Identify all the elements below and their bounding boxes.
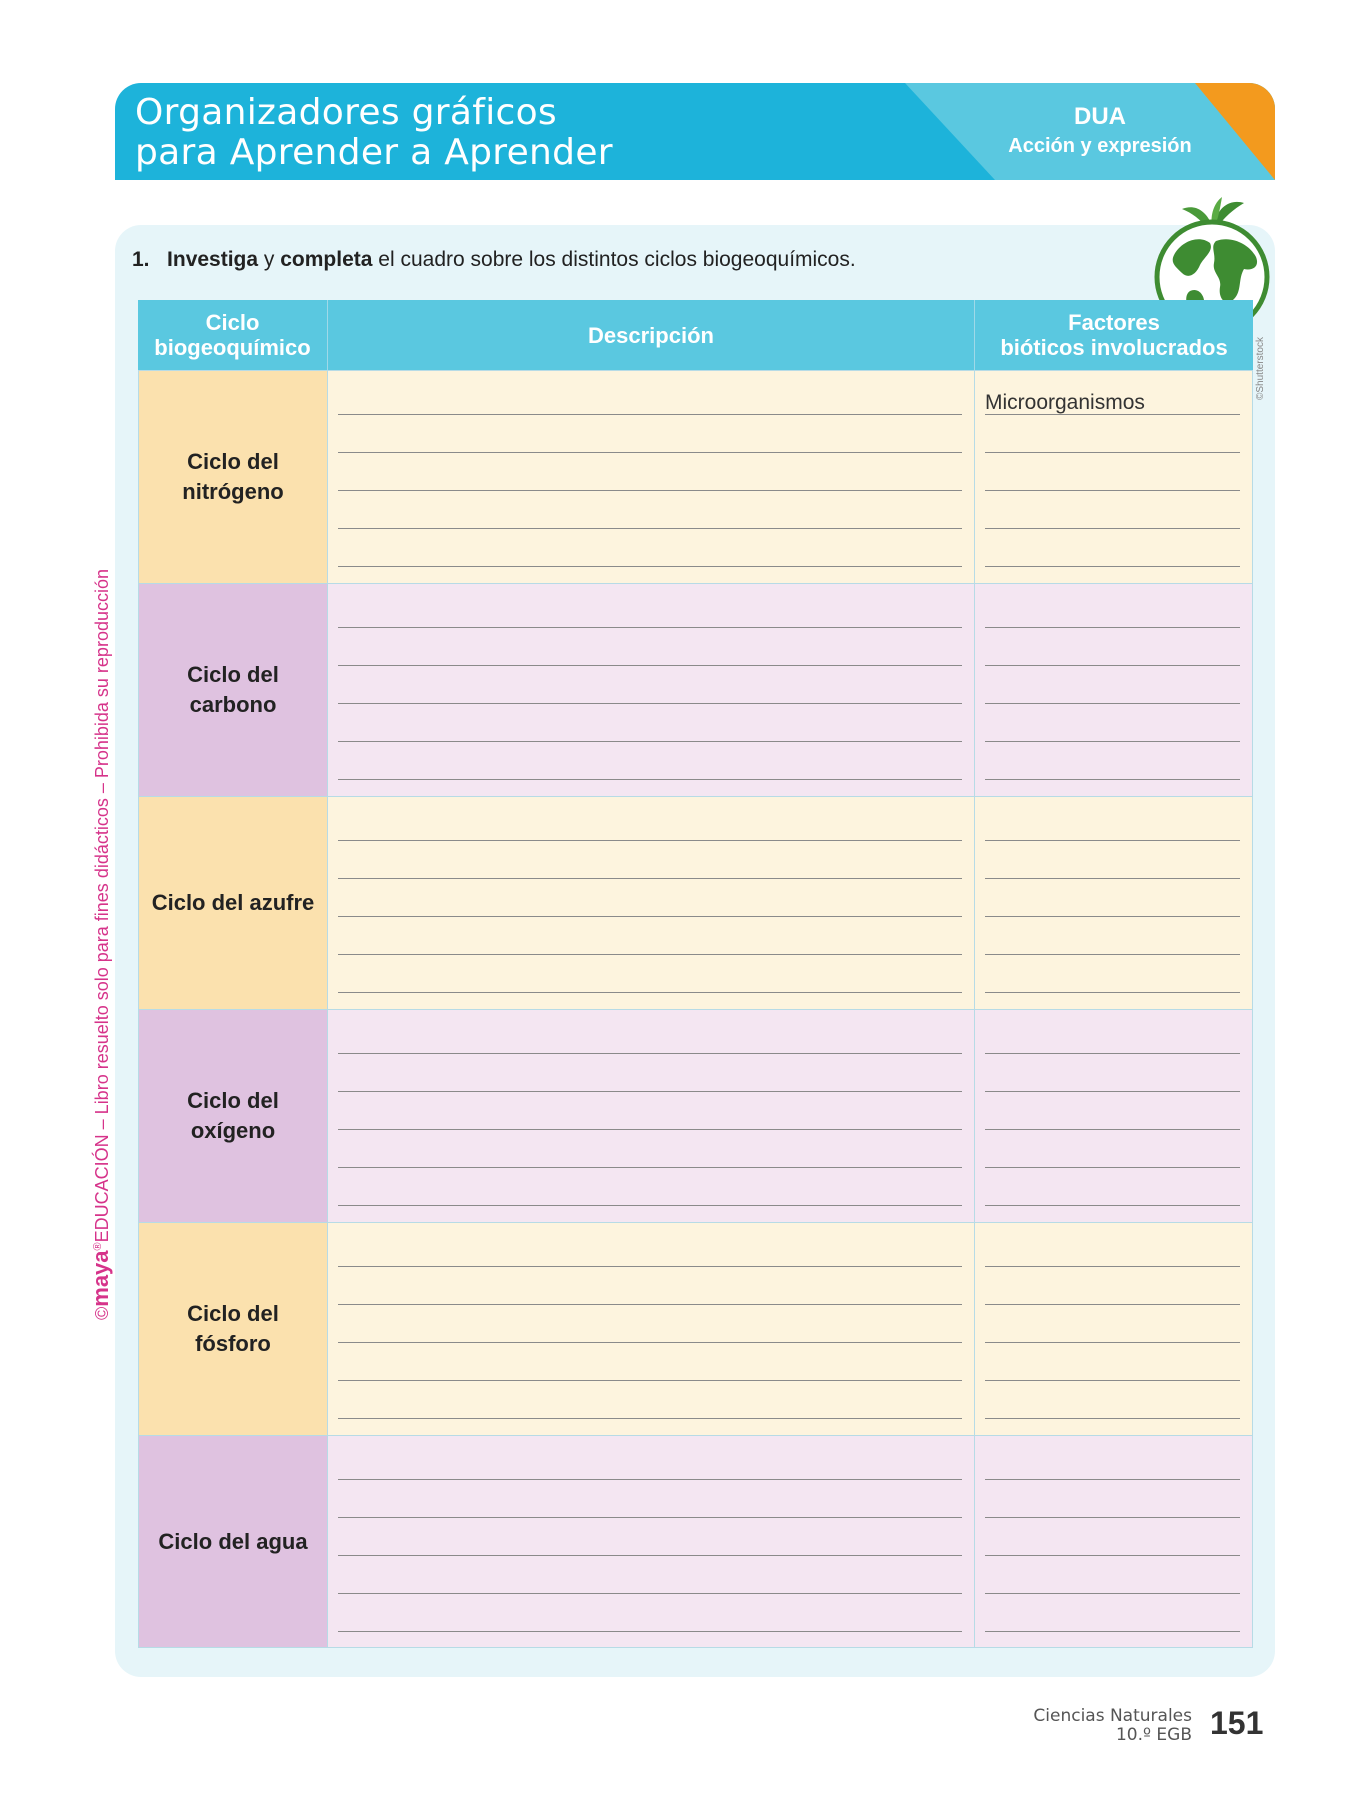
biotic-answer-area[interactable] <box>975 1223 1253 1435</box>
copyright-side-note <box>88 569 114 1320</box>
description-answer-area[interactable] <box>328 371 975 583</box>
header-biotic-factors: Factores bióticos involucrados <box>975 300 1253 370</box>
instruction-text <box>132 248 856 272</box>
instruction-verb-investiga: Investiga <box>167 248 259 271</box>
cycle-name: Ciclo del carbono <box>138 584 328 796</box>
registered-mark: ® <box>92 1242 104 1251</box>
description-answer-area[interactable] <box>328 584 975 796</box>
table-header <box>138 300 1253 370</box>
description-answer-area[interactable] <box>328 1223 975 1435</box>
biotic-answer-area[interactable] <box>975 1436 1253 1647</box>
instruction-verb-completa: completa <box>280 248 373 271</box>
biotic-answer-area[interactable] <box>975 1010 1253 1222</box>
biotic-answer: Microorganismos <box>985 391 1145 414</box>
instruction-connector: y <box>258 248 281 271</box>
dua-subtitle: Acción y expresión <box>1008 135 1192 157</box>
table-row-phosphorus <box>138 1222 1253 1435</box>
brand-name: maya <box>88 1250 113 1307</box>
cycle-name: Ciclo del azufre <box>138 797 328 1009</box>
footer-subject <box>1033 1707 1192 1745</box>
footer-subject-name: Ciencias Naturales <box>1033 1706 1192 1726</box>
image-credit: ©Shutterstock <box>1255 337 1266 400</box>
table-row-oxygen <box>138 1009 1253 1222</box>
copyright-symbol: © <box>92 1306 112 1320</box>
biotic-answer-area[interactable] <box>975 797 1253 1009</box>
dua-title: DUA <box>1074 103 1126 130</box>
header-banner <box>115 83 1275 180</box>
side-note-text: EDUCACIÓN – Libro resuelto solo para fines didácticos – Prohibida su reproducción <box>92 569 112 1243</box>
biotic-answer-area[interactable] <box>975 584 1253 796</box>
description-answer-area[interactable] <box>328 1010 975 1222</box>
table-row-sulfur <box>138 796 1253 1009</box>
page-number: 151 <box>1210 1705 1264 1741</box>
table-row-water <box>138 1435 1253 1648</box>
dua-badge <box>905 83 1275 180</box>
table-row-nitrogen <box>138 370 1253 583</box>
biogeochemical-cycles-table <box>138 300 1253 1648</box>
dua-badge-shape <box>905 83 1275 180</box>
header-description: Descripción <box>328 300 975 370</box>
page-title: Organizadores gráficos para Aprender a Aprender <box>135 92 613 173</box>
table-row-carbon <box>138 583 1253 796</box>
header-cycle: Ciclo biogeoquímico <box>138 300 328 370</box>
biotic-answer-area[interactable] <box>975 371 1253 583</box>
cycle-name: Ciclo del nitrógeno <box>138 371 328 583</box>
cycle-name: Ciclo del agua <box>138 1436 328 1647</box>
instruction-rest: el cuadro sobre los distintos ciclos biogeoquímicos. <box>372 248 856 271</box>
cycle-name: Ciclo del oxígeno <box>138 1010 328 1222</box>
description-answer-area[interactable] <box>328 797 975 1009</box>
cycle-name: Ciclo del fósforo <box>138 1223 328 1435</box>
footer-grade: 10.º EGB <box>1115 1725 1192 1745</box>
description-answer-area[interactable] <box>328 1436 975 1647</box>
instruction-number: 1. <box>132 248 150 271</box>
